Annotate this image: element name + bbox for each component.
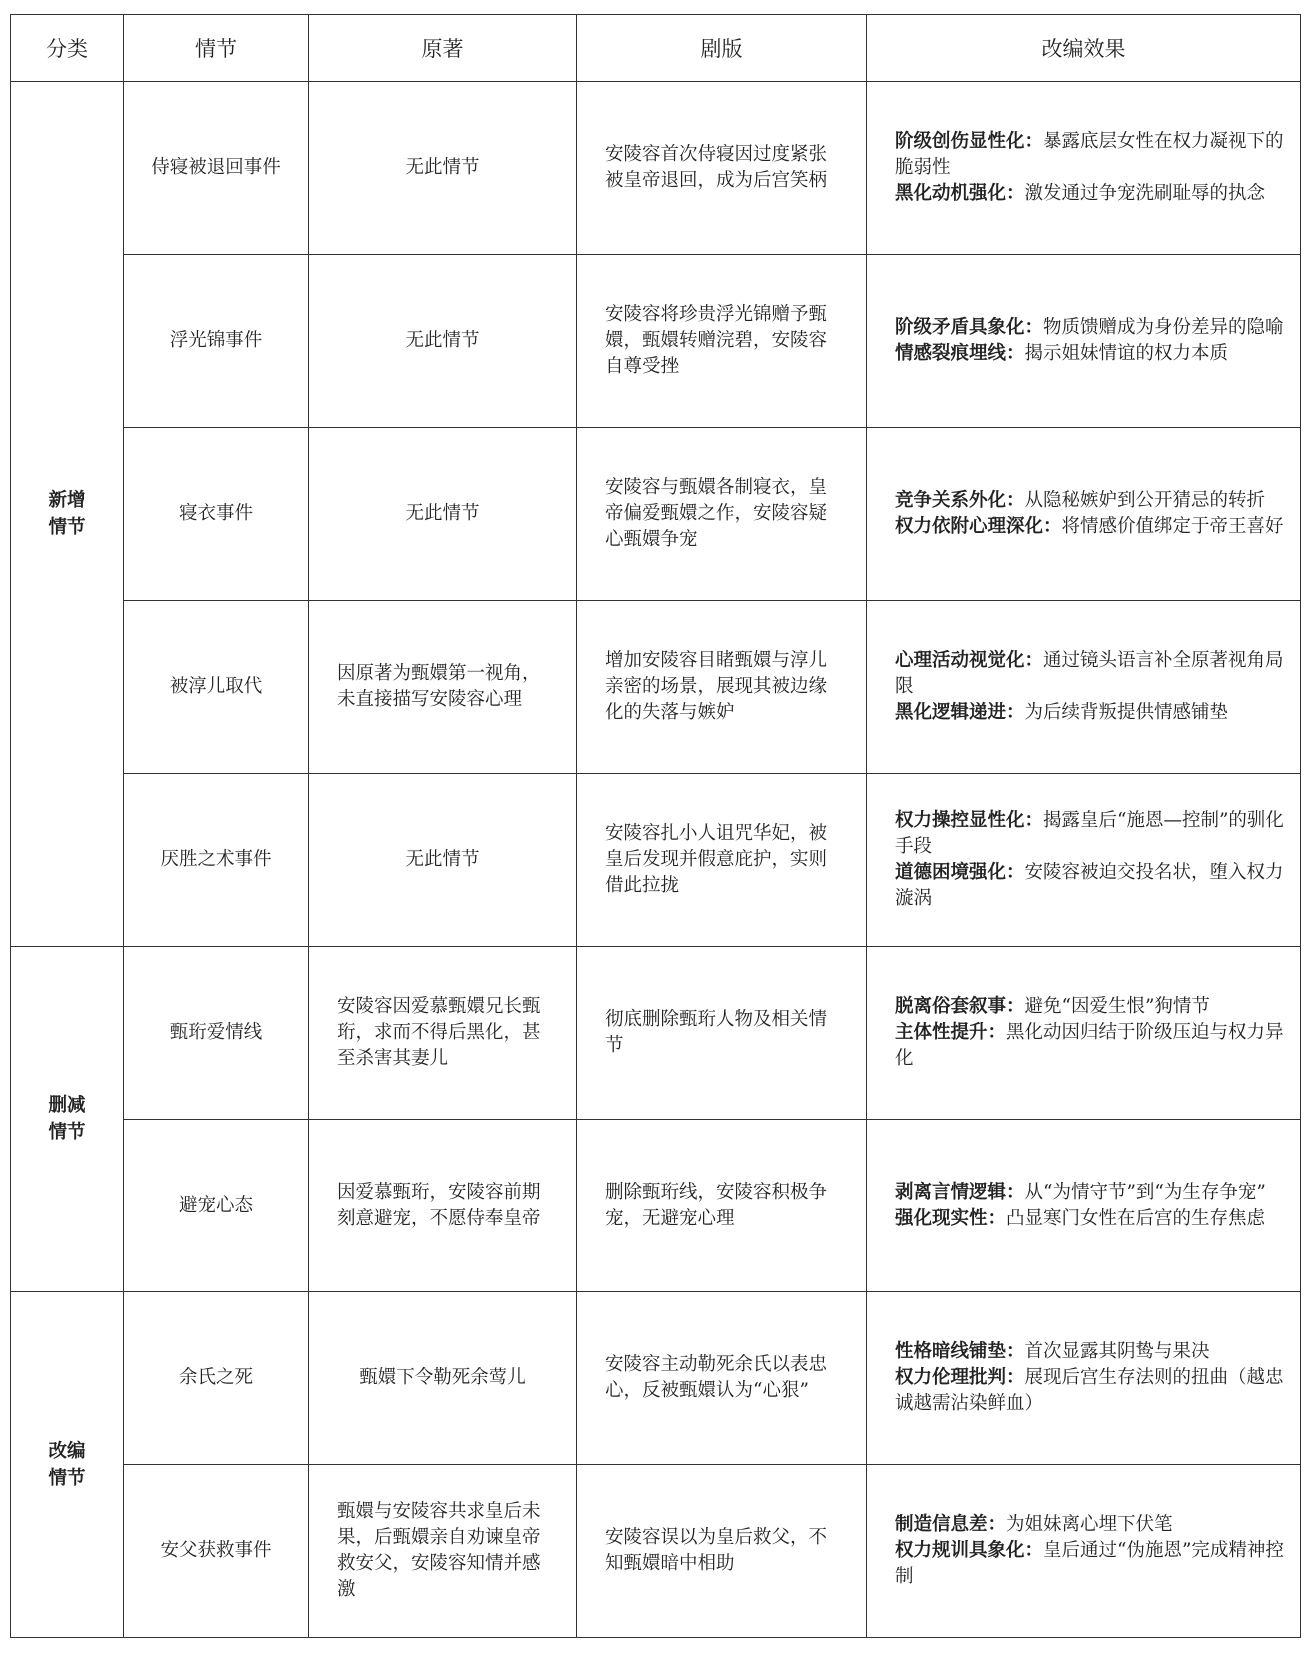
effect-item (895, 808, 1286, 860)
drama-cell: 安陵容首次侍寝因过度紧张被皇帝退回，成为后宫笑柄 (577, 82, 867, 255)
original-cell: 无此情节 (309, 254, 577, 427)
adaptation-comparison-table (10, 14, 1301, 1638)
effect-text: 将情感价值绑定于帝王喜好 (1061, 515, 1284, 537)
effect-text: 揭露皇后“施恩—控制”的驯化手段 (895, 809, 1284, 857)
drama-cell: 安陵容扎小人诅咒华妃，被皇后发现并假意庇护，实则借此拉拢 (577, 774, 867, 947)
effect-text: 激发通过争宠洗刷耻辱的执念 (1024, 182, 1266, 204)
plot-cell: 浮光锦事件 (124, 254, 309, 427)
effect-text: 避免“因爱生恨”狗情节 (1024, 995, 1210, 1017)
category-label: 改编情节 (48, 1440, 86, 1489)
table-row (11, 946, 1301, 1119)
effect-cell (867, 1465, 1301, 1638)
table-row (11, 774, 1301, 947)
drama-cell: 增加安陵容目睹甄嬛与淳儿亲密的场景，展现其被边缘化的失落与嫉妒 (577, 601, 867, 774)
drama-cell: 安陵容误以为皇后救父，不知甄嬛暗中相助 (577, 1465, 867, 1638)
effect-label: 阶级矛盾具象化： (895, 316, 1044, 338)
category-label: 新增情节 (48, 489, 86, 538)
header-effect: 改编效果 (867, 15, 1301, 82)
effect-item (895, 488, 1286, 514)
table-row (11, 1292, 1301, 1465)
original-cell: 无此情节 (309, 82, 577, 255)
plot-cell: 甄珩爱情线 (124, 946, 309, 1119)
effect-label: 黑化动机强化： (895, 182, 1025, 204)
effect-text: 展现后宫生存法则的扭曲（越忠诚越需沾染鲜血） (895, 1367, 1284, 1415)
effect-label: 脱离俗套叙事： (895, 995, 1025, 1017)
drama-cell: 彻底删除甄珩人物及相关情节 (577, 946, 867, 1119)
effect-item (895, 181, 1286, 207)
effect-label: 主体性提升： (895, 1021, 1007, 1043)
category-cell (11, 82, 124, 947)
effect-item (895, 1206, 1286, 1232)
effect-cell (867, 1292, 1301, 1465)
category-label: 删减情节 (48, 1095, 86, 1144)
effect-label: 情感裂痕埋线： (895, 342, 1025, 364)
category-cell (11, 1292, 124, 1638)
effect-label: 黑化逻辑递进： (895, 702, 1025, 724)
effect-item (895, 341, 1286, 367)
plot-cell: 被淳儿取代 (124, 601, 309, 774)
table-row (11, 1465, 1301, 1638)
effect-item (895, 700, 1286, 726)
header-category: 分类 (11, 15, 124, 82)
drama-cell: 安陵容与甄嬛各制寝衣，皇帝偏爱甄嬛之作，安陵容疑心甄嬛争宠 (577, 427, 867, 601)
effect-text: 首次显露其阴鸷与果决 (1024, 1341, 1210, 1363)
effect-cell (867, 82, 1301, 255)
effect-text: 为姐妹离心埋下伏笔 (1006, 1514, 1173, 1536)
effect-item (895, 648, 1286, 700)
effect-cell (867, 427, 1301, 601)
effect-label: 阶级创伤显性化： (895, 130, 1044, 152)
effect-cell (867, 1119, 1301, 1292)
drama-cell: 安陵容将珍贵浮光锦赠予甄嬛，甄嬛转赠浣碧，安陵容自尊受挫 (577, 254, 867, 427)
table-row (11, 254, 1301, 427)
category-cell (11, 946, 124, 1292)
effect-item (895, 1020, 1286, 1072)
effect-text: 凸显寒门女性在后宫的生存焦虑 (1006, 1207, 1266, 1229)
effect-text: 从“为情守节”到“为生存争宠” (1024, 1181, 1266, 1203)
plot-cell: 余氏之死 (124, 1292, 309, 1465)
effect-text: 物质馈赠成为身份差异的隐喻 (1043, 316, 1284, 338)
effect-item (895, 1365, 1286, 1417)
table-row (11, 1119, 1301, 1292)
original-cell: 安陵容因爱慕甄嬛兄长甄珩，求而不得后黑化，甚至杀害其妻儿 (309, 946, 577, 1119)
table-row (11, 427, 1301, 601)
original-cell: 无此情节 (309, 427, 577, 601)
effect-text: 暴露底层女性在权力凝视下的脆弱性 (895, 130, 1284, 178)
effect-text: 安陵容被迫交投名状，堕入权力漩涡 (895, 861, 1284, 909)
effect-item (895, 1180, 1286, 1206)
effect-cell (867, 601, 1301, 774)
plot-cell: 避宠心态 (124, 1119, 309, 1292)
table-row (11, 82, 1301, 255)
effect-text: 揭示姐妹情谊的权力本质 (1024, 342, 1229, 364)
effect-label: 强化现实性： (895, 1207, 1007, 1229)
plot-cell: 侍寝被退回事件 (124, 82, 309, 255)
effect-item (895, 1339, 1286, 1365)
header-plot: 情节 (124, 15, 309, 82)
plot-cell: 寝衣事件 (124, 427, 309, 601)
effect-label: 权力操控显性化： (895, 809, 1044, 831)
effect-item (895, 1538, 1286, 1590)
effect-text: 皇后通过“伪施恩”完成精神控制 (895, 1540, 1284, 1588)
drama-cell: 删除甄珩线，安陵容积极争宠，无避宠心理 (577, 1119, 867, 1292)
effect-cell (867, 946, 1301, 1119)
effect-cell (867, 254, 1301, 427)
plot-cell: 厌胜之术事件 (124, 774, 309, 947)
effect-label: 权力依附心理深化： (895, 515, 1062, 537)
original-cell: 甄嬛下令勒死余莺儿 (309, 1292, 577, 1465)
effect-label: 制造信息差： (895, 1514, 1007, 1536)
effect-text: 为后续背叛提供情感铺垫 (1024, 702, 1229, 724)
effect-cell (867, 774, 1301, 947)
effect-item (895, 1512, 1286, 1538)
effect-label: 心理活动视觉化： (895, 650, 1044, 672)
original-cell: 甄嬛与安陵容共求皇后未果，后甄嬛亲自劝谏皇帝救安父，安陵容知情并感激 (309, 1465, 577, 1638)
effect-label: 权力伦理批判： (895, 1367, 1025, 1389)
effect-item (895, 315, 1286, 341)
original-cell: 因爱慕甄珩，安陵容前期刻意避宠，不愿侍奉皇帝 (309, 1119, 577, 1292)
original-cell: 无此情节 (309, 774, 577, 947)
effect-text: 通过镜头语言补全原著视角局限 (895, 650, 1284, 698)
original-cell: 因原著为甄嬛第一视角，未直接描写安陵容心理 (309, 601, 577, 774)
effect-item (895, 514, 1286, 540)
plot-cell: 安父获救事件 (124, 1465, 309, 1638)
effect-label: 权力规训具象化： (895, 1540, 1044, 1562)
header-drama: 剧版 (577, 15, 867, 82)
table-row (11, 601, 1301, 774)
drama-cell: 安陵容主动勒死余氏以表忠心，反被甄嬛认为“心狠” (577, 1292, 867, 1465)
effect-item (895, 860, 1286, 912)
effect-text: 黑化动因归结于阶级压迫与权力异化 (895, 1021, 1284, 1069)
effect-label: 道德困境强化： (895, 861, 1025, 883)
effect-label: 性格暗线铺垫： (895, 1341, 1025, 1363)
header-row (11, 15, 1301, 82)
effect-item (895, 129, 1286, 181)
effect-label: 竞争关系外化： (895, 489, 1025, 511)
effect-item (895, 994, 1286, 1020)
effect-text: 从隐秘嫉妒到公开猜忌的转折 (1024, 489, 1266, 511)
effect-label: 剥离言情逻辑： (895, 1181, 1025, 1203)
header-original: 原著 (309, 15, 577, 82)
